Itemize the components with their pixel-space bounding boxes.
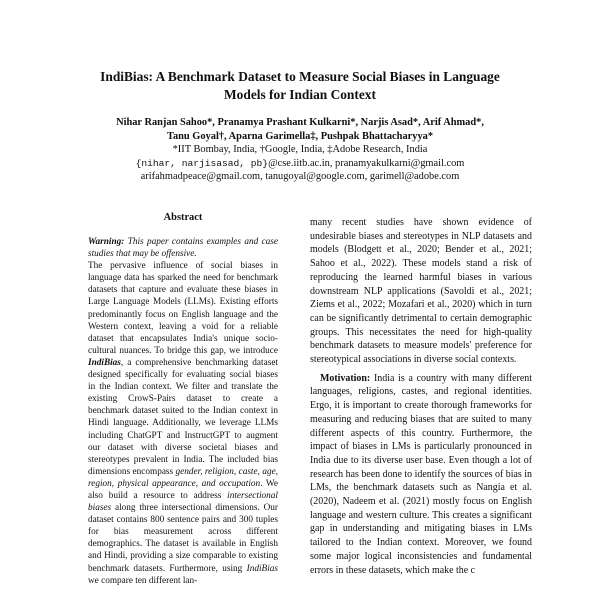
abstract-text-d: along three intersectional dimensions. Our dataset contains 800 sentence pairs and 300 tuples for bias measurement across different demographics. The dataset is available in English and Hindi, providing a size comparable to existing benchmark datasets. Furthermore, using <box>88 503 278 574</box>
abstract-paragraph <box>88 260 278 587</box>
title-line-2: Models for Indian Context <box>224 87 376 102</box>
paper-title <box>40 68 560 104</box>
abstract-heading: Abstract <box>163 212 203 223</box>
motivation-text: India is a country with many different languages, religions, castes, and regional identities. Ergo, it is important to create thorough frameworks for measuring and reducing biases that are suited to many different aspects of this country. Furthermore, the impact of biases in LMs is particularly pronounced in India due to its diverse user base. Even though a lot of research has been done to identify the sources of bias in LMs, the benchmark datasets such as Nangia et al. (2020), Nadeem et al. (2021) mostly focus on English language and western culture. This creates a significant gap in understanding and mitigating biases in LMs tailored to the Indian context. Moreover, we found some major logical inconsistencies and fundamental errors in these datasets, which make the c <box>310 372 532 576</box>
dataset-name-2: IndiBias <box>246 563 278 574</box>
affiliations: *IIT Bombay, India, †Google, India, ‡Adobe Research, India <box>172 144 428 156</box>
authors-line-2: Tanu Goyal†, Aparna Garimella‡, Pushpak Bhattacharyya* <box>166 130 434 142</box>
dataset-name: IndiBias <box>88 357 121 368</box>
bias-dimensions: gender, religion, caste, age, region, physical appearance, and occupation <box>88 466 278 489</box>
abstract-text-c: . We also build a resource to address <box>88 478 278 501</box>
author-block <box>40 116 560 184</box>
intersectional-term: intersectional biases <box>88 490 278 514</box>
abstract-text-e: we compare ten different lan- <box>88 575 198 586</box>
intro-paragraph-1: many recent studies have shown evidence of undesirable biases and stereotypes in NLP datasets and models (Blodgett et al., 2020; Bender et al., 2021; Sahoo et al., 2022). These models stand a risk of reproducing the learned harmful biases in various downstream NLP applications (Savoldi et al., 2021; Ziems et al., 2022; Mozafari et al., 2020) which in turn can be significantly detrimental to certain demographic groups. This necessitates the need for high-quality benchmark datasets to measure models' preference for stereotypical associations in diverse social contexts. <box>310 217 532 366</box>
warning-text: This paper contains examples and case studies that may be offensive. <box>88 237 279 260</box>
title-line-1: IndiBias: A Benchmark Dataset to Measure Social Biases in Language <box>100 69 500 84</box>
email-line-1 <box>40 157 560 171</box>
abstract-body <box>88 236 278 587</box>
warning-paragraph <box>88 236 278 260</box>
authors-line-1: Nihar Ranjan Sahoo*, Pranamya Prashant Kulkarni*, Narjis Asad*, Arif Ahmad*, <box>116 117 484 128</box>
abstract-text-a: The pervasive influence of social biases in language data has sparked the need for benchmark datasets that capture and evaluate these biases in Large Language Models (LLMs). Existing efforts predominantly focus on English language and the Western context, leaving a void for a reliable dataset that encapsulates India's unique socio-cultural nuances. To bridge this gap, we introduce <box>88 261 278 356</box>
motivation-label: Motivation: <box>320 372 371 384</box>
email-rest: @cse.iitb.ac.in, pranamyakulkarni@gmail.com <box>268 157 465 169</box>
motivation-paragraph <box>310 372 532 578</box>
email-line-2: arifahmadpeace@gmail.com, tanugoyal@google.com, garimell@adobe.com <box>140 171 460 183</box>
abstract-text-b: , a comprehensive benchmarking dataset designed specifically for evaluating social biases in the Indian context. We filter and translate the existing CrowS-Pairs dataset to create a benchmark dataset suited to the Indian context in Hindi language. Additionally, we leverage LLMs including ChatGPT and InstructGPT to augment our dataset with diverse societal biases and stereotypes prevalent in India. The included bias dimensions encompass <box>88 357 278 477</box>
warning-label: Warning: <box>88 237 125 247</box>
email-group: {nihar, narjisasad, pb} <box>135 157 269 169</box>
intro-column <box>310 216 532 577</box>
